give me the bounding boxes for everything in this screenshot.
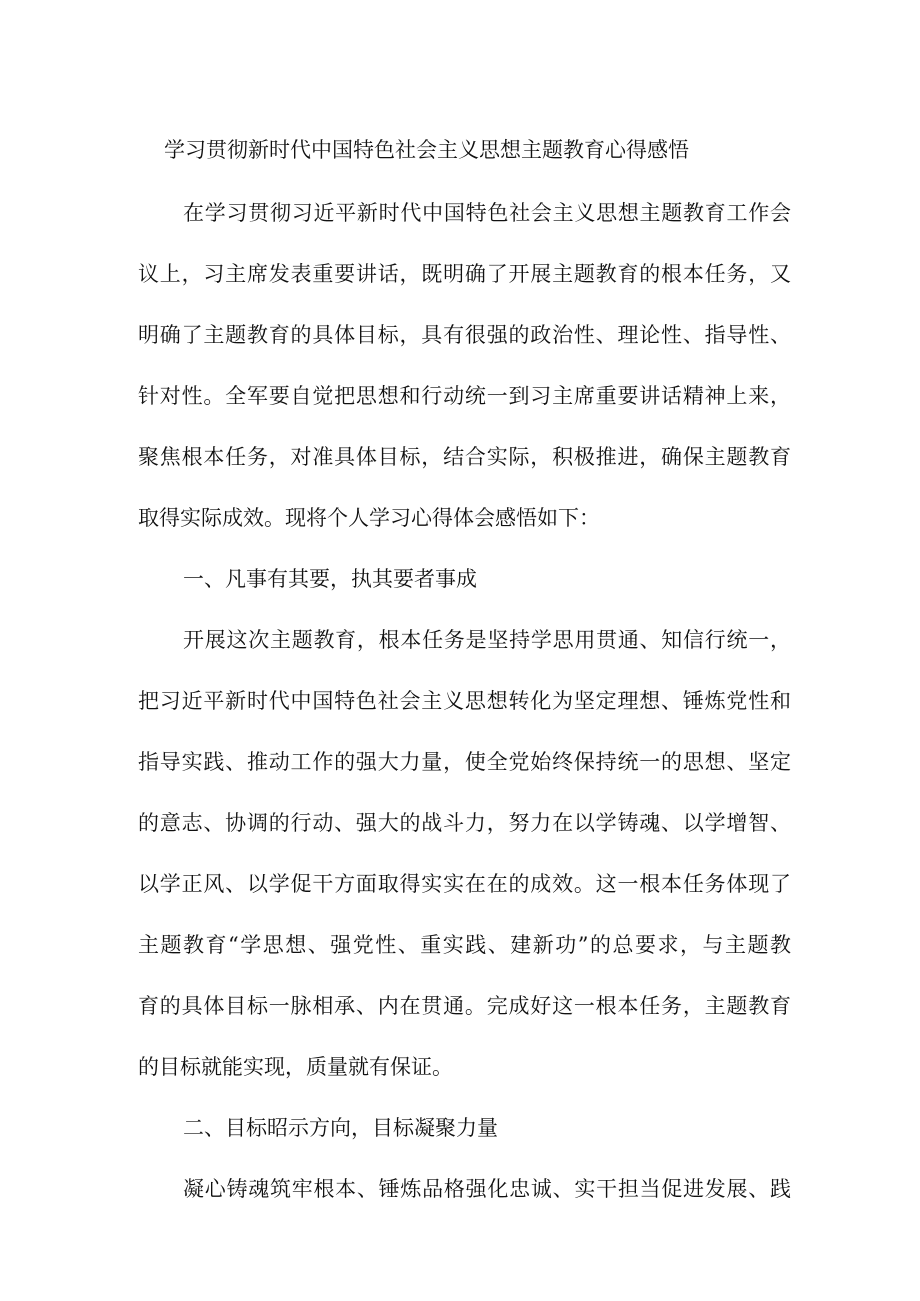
document-title: 学习贯彻新时代中国特色社会主义思想主题教育心得感悟 xyxy=(164,138,689,162)
section-1-line-3: 指导实践、推动工作的强大力量，使全党始终保持统一的思想、坚定 xyxy=(138,750,791,774)
section-1-line-1: 开展这次主题教育，根本任务是坚持学思用贯通、知信行统一， xyxy=(183,628,791,652)
section-1-line-2: 把习近平新时代中国特色社会主义思想转化为坚定理想、锤炼党性和 xyxy=(138,689,791,713)
section-1-line-5: 以学正风、以学促干方面取得实实在在的成效。这一根本任务体现了 xyxy=(138,872,791,896)
intro-line-6: 取得实际成效。现将个人学习心得体会感悟如下： xyxy=(138,506,600,530)
section-1-line-6: 主题教育“学思想、强党性、重实践、建新功”的总要求，与主题教 xyxy=(138,933,791,957)
intro-line-2: 议上，习主席发表重要讲话，既明确了开展主题教育的根本任务，又 xyxy=(138,262,791,286)
section-1-line-7: 育的具体目标一脉相承、内在贯通。完成好这一根本任务，主题教育 xyxy=(138,994,791,1018)
intro-line-1: 在学习贯彻习近平新时代中国特色社会主义思想主题教育工作会 xyxy=(183,201,791,225)
intro-line-4: 针对性。全军要自觉把思想和行动统一到习主席重要讲话精神上来， xyxy=(138,384,791,408)
section-1-line-8: 的目标就能实现，质量就有保证。 xyxy=(138,1055,453,1079)
intro-line-3: 明确了主题教育的具体目标，具有很强的政治性、理论性、指导性、 xyxy=(138,323,791,347)
section-1-heading: 一、凡事有其要，执其要者事成 xyxy=(183,567,477,591)
section-2-heading: 二、目标昭示方向，目标凝聚力量 xyxy=(183,1116,498,1140)
section-1-line-4: 的意志、协调的行动、强大的战斗力，努力在以学铸魂、以学增智、 xyxy=(138,811,791,835)
intro-line-5: 聚焦根本任务，对准具体目标，结合实际，积极推进，确保主题教育 xyxy=(138,445,791,469)
section-2-line-1: 凝心铸魂筑牢根本、锤炼品格强化忠诚、实干担当促进发展、践 xyxy=(183,1177,791,1201)
